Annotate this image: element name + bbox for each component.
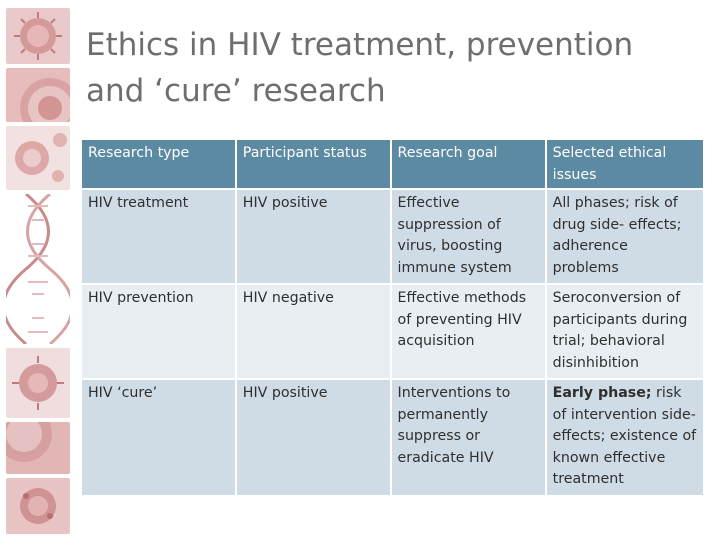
cell-research-goal: Interventions to permanently suppress or eradicate HIV (392, 380, 545, 495)
virus-image (6, 478, 70, 534)
table-row (82, 190, 703, 283)
issues-text: Seroconversion of participants during trial; behavioral disinhibition (552, 290, 688, 371)
virus-image (6, 348, 70, 418)
table-row (82, 285, 703, 378)
cell-ethical-issues (547, 285, 703, 378)
ethics-table (80, 138, 705, 497)
cell-research-goal: Effective methods of preventing HIV acquisition (392, 285, 545, 378)
cell-participant-status: HIV positive (237, 380, 390, 495)
issues-lead: Early phase; (552, 385, 652, 401)
table-row (82, 380, 703, 495)
virus-surface-image (6, 422, 70, 474)
virus-image (6, 8, 70, 64)
dna-helix-image (6, 194, 70, 344)
slide-title-line2: and ‘cure’ research (86, 73, 386, 109)
slide-title-line1: Ethics in HIV treatment, prevention (86, 27, 634, 63)
cell-participant-status: HIV positive (237, 190, 390, 283)
decorative-image-strip (6, 8, 70, 534)
header-research-goal: Research goal (392, 140, 545, 188)
cell-research-goal: Effective suppression of virus, boosting immune system (392, 190, 545, 283)
cell-participant-status: HIV negative (237, 285, 390, 378)
header-participant-status: Participant status (237, 140, 390, 188)
cell-image (6, 126, 70, 190)
virus-surface-image (6, 68, 70, 122)
issues-text: risk of intervention side-effects; existence of known effective treatment (552, 385, 697, 487)
cell-ethical-issues (547, 380, 703, 495)
table-header-row (82, 140, 703, 188)
slide-title (86, 22, 706, 114)
cell-research-type: HIV prevention (82, 285, 235, 378)
issues-text: All phases; risk of drug side- effects; adherence problems (552, 195, 682, 276)
cell-research-type: HIV treatment (82, 190, 235, 283)
cell-ethical-issues (547, 190, 703, 283)
header-ethical-issues: Selected ethical issues (547, 140, 703, 188)
cell-research-type: HIV ‘cure’ (82, 380, 235, 495)
header-research-type: Research type (82, 140, 235, 188)
